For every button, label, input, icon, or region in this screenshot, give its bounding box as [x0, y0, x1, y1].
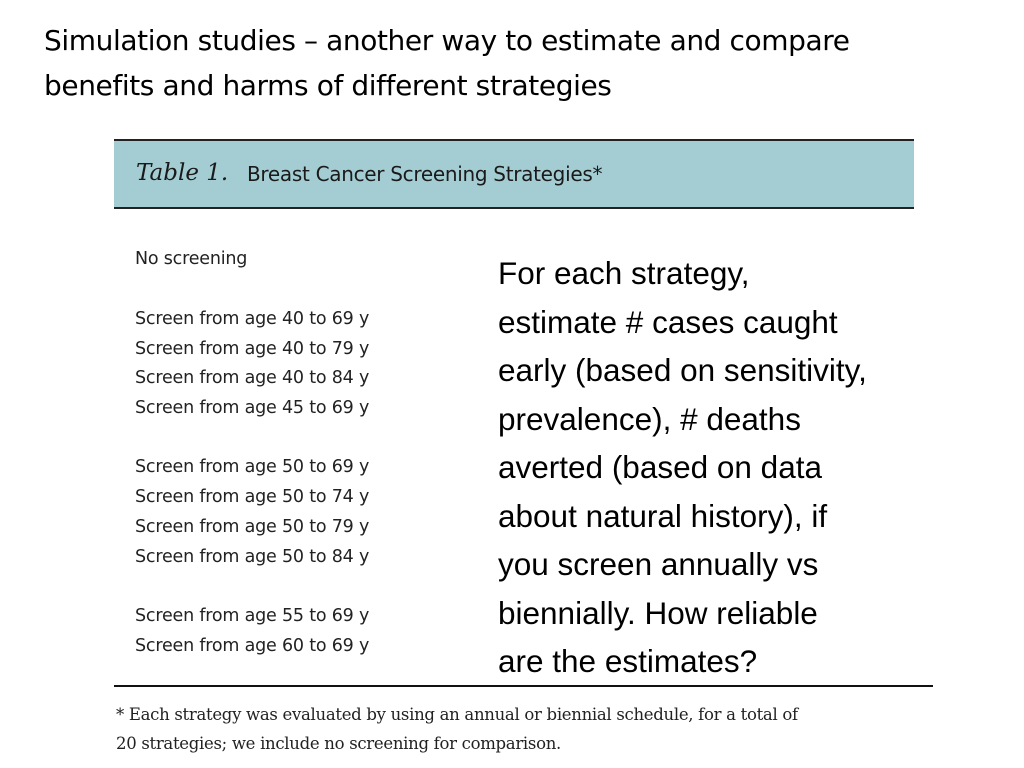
footnote-line: * Each strategy was evaluated by using an annual or biennial schedule, for a total of: [116, 705, 798, 724]
callout-line: early (based on sensitivity,: [498, 352, 867, 388]
table-footnote: [116, 700, 936, 758]
table-row: Screen from age 55 to 69 y: [135, 606, 370, 626]
table-label: Table 1.: [136, 160, 229, 186]
callout-line: are the estimates?: [498, 643, 758, 679]
table-row: No screening: [135, 249, 248, 269]
table-header: [114, 139, 914, 209]
table-row: Screen from age 50 to 84 y: [135, 547, 370, 567]
table-row: Screen from age 40 to 84 y: [135, 368, 370, 388]
callout-text: [498, 249, 978, 686]
callout-line: biennially. How reliable: [498, 594, 818, 631]
table-row: Screen from age 50 to 69 y: [135, 457, 370, 477]
table-bottom-rule: [114, 685, 933, 687]
callout-line: about natural history), if: [498, 497, 828, 534]
slide-title: [44, 18, 1014, 108]
callout-line: estimate # cases caught: [498, 303, 838, 340]
table-row: Screen from age 50 to 79 y: [135, 517, 370, 537]
footnote-line: 20 strategies; we include no screening for comparison.: [116, 734, 561, 753]
table-row: Screen from age 45 to 69 y: [135, 398, 370, 418]
table-row: Screen from age 60 to 69 y: [135, 636, 370, 656]
slide-title-line: benefits and harms of different strategies: [44, 69, 612, 102]
slide-title-line: Simulation studies – another way to estimate and compare: [44, 24, 850, 57]
table-row: Screen from age 40 to 69 y: [135, 309, 370, 329]
table-row: Screen from age 40 to 79 y: [135, 339, 370, 359]
table-title: Breast Cancer Screening Strategies*: [247, 162, 603, 186]
callout-line: averted (based on data: [498, 449, 822, 485]
table-row: Screen from age 50 to 74 y: [135, 487, 370, 507]
callout-line: prevalence), # deaths: [498, 400, 801, 437]
callout-line: you screen annually vs: [498, 546, 819, 582]
callout-line: For each strategy,: [498, 255, 750, 291]
